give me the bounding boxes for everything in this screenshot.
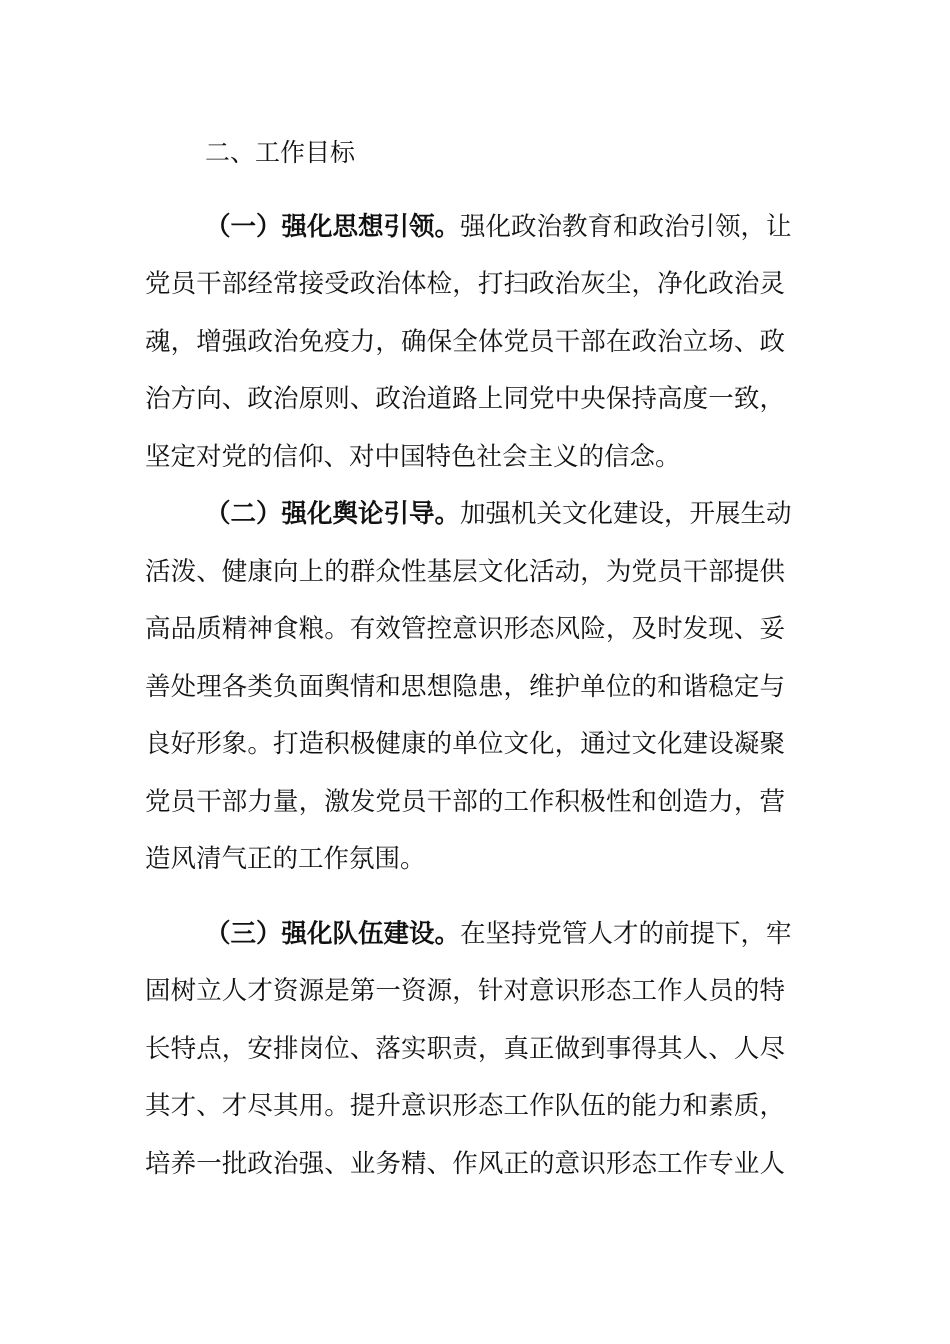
- paragraph-line: 党员干部经常接受政治体检，打扫政治灰尘，净化政治灵: [145, 269, 785, 299]
- paragraph-line: 善处理各类负面舆情和思想隐患，维护单位的和谐稳定与: [145, 671, 785, 702]
- paragraph-line: 治方向、政治原则、政治道路上同党中央保持高度一致，: [145, 384, 785, 414]
- paragraph-line: 魂，增强政治免疫力，确保全体党员干部在政治立场、政: [145, 326, 785, 357]
- paragraph-line: 造风清气正的工作氛围。: [145, 844, 426, 874]
- document-page: [145, 124, 792, 1193]
- paragraph-line: 坚定对党的信仰、对中国特色社会主义的信念。: [145, 441, 681, 472]
- paragraph-opinion-guidance: [145, 486, 792, 889]
- paragraph-lead: （三）强化队伍建设。: [205, 918, 461, 949]
- paragraph-line: 党员干部力量，激发党员干部的工作积极性和创造力，营: [145, 786, 785, 817]
- paragraph-line: 固树立人才资源是第一资源，针对意识形态工作人员的特: [145, 976, 785, 1006]
- paragraph-lead: （二）强化舆论引导。: [205, 499, 461, 529]
- paragraph-lead: （一）强化思想引领。: [205, 211, 461, 242]
- paragraph-line: [145, 906, 792, 964]
- paragraph-thought-guidance: [145, 199, 792, 487]
- section-title: 二、工作目标: [205, 138, 356, 167]
- paragraph-line: [145, 486, 792, 544]
- paragraph-line: 活泼、健康向上的群众性基层文化活动，为党员干部提供: [145, 556, 785, 587]
- paragraph-line: 其才、才尽其用。提升意识形态工作队伍的能力和素质，: [145, 1091, 785, 1121]
- paragraph-line: 良好形象。打造积极健康的单位文化，通过文化建设凝聚: [145, 729, 785, 759]
- paragraph-line: 培养一批政治强、业务精、作风正的意识形态工作专业人: [145, 1148, 785, 1179]
- line-text: 加强机关文化建设，开展生动: [460, 499, 792, 529]
- paragraph-team-building: [145, 906, 792, 1194]
- line-text: 强化政治教育和政治引领，让: [460, 211, 792, 242]
- paragraph-line: 高品质精神食粮。有效管控意识形态风险，及时发现、妥: [145, 614, 785, 644]
- paragraph-line: [145, 199, 792, 257]
- line-text: 在坚持党管人才的前提下，牢: [460, 918, 792, 949]
- paragraph-line: 长特点，安排岗位、落实职责，真正做到事得其人、人尽: [145, 1033, 785, 1064]
